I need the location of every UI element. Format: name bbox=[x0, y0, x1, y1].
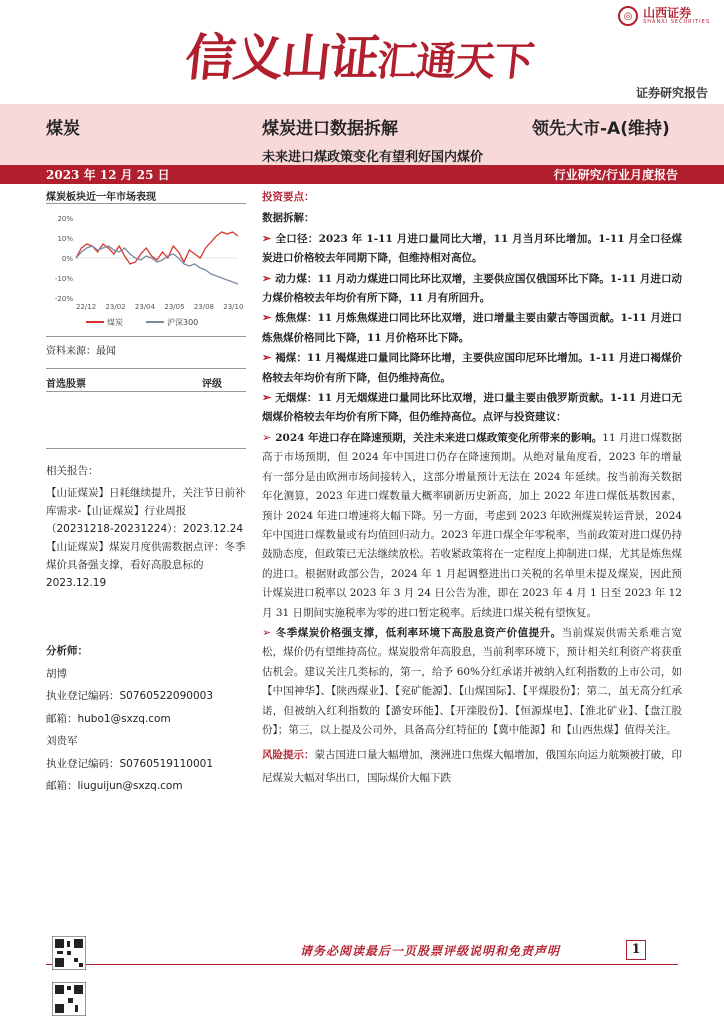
industry-label: 煤炭 bbox=[46, 119, 80, 139]
divider bbox=[46, 391, 246, 392]
arrow-icon: ➢ bbox=[262, 430, 272, 444]
arrow-icon: ➢ bbox=[262, 625, 272, 639]
point-outlook bbox=[262, 428, 682, 623]
series-line-hs300 bbox=[76, 246, 238, 284]
report-type: 行业研究/行业月度报告 bbox=[553, 168, 678, 182]
point-head: 炼焦煤： bbox=[275, 312, 318, 325]
arrow-icon: ➢ bbox=[262, 231, 272, 245]
y-tick-label: -20% bbox=[54, 295, 73, 303]
legend-coal-label: 煤炭 bbox=[107, 318, 123, 327]
market-performance-chart bbox=[46, 212, 246, 336]
chart-caption: 煤炭板块近一年市场表现 bbox=[46, 192, 156, 203]
slogan-main: 信义山证 bbox=[182, 28, 381, 87]
point-head: 2024 年进口存在降速预期，关注未来进口煤政策变化所带来的影响。 bbox=[275, 431, 603, 444]
divider bbox=[46, 368, 246, 369]
data-title: 数据拆解： bbox=[262, 212, 315, 225]
stock-table-header bbox=[46, 375, 246, 390]
y-tick-label: 10% bbox=[57, 235, 73, 243]
main-content bbox=[262, 188, 682, 790]
x-tick-label: 23/05 bbox=[164, 303, 185, 311]
point-thermal bbox=[262, 269, 682, 309]
related-reports bbox=[46, 462, 246, 592]
analyst-1-name: 胡博 bbox=[46, 667, 67, 680]
company-logo bbox=[618, 6, 710, 26]
highlights-title: 投资要点： bbox=[262, 191, 315, 203]
x-tick-label: 23/02 bbox=[105, 303, 126, 311]
report-title: 煤炭进口数据拆解 bbox=[262, 119, 398, 139]
data-source: 资料来源：最闻 bbox=[46, 346, 116, 357]
x-axis bbox=[76, 303, 243, 311]
footer-line bbox=[46, 964, 678, 965]
logo-cn: 山西证券 bbox=[643, 6, 692, 20]
logo-mark-icon: ◎ bbox=[618, 6, 638, 26]
chart-legend bbox=[86, 317, 198, 327]
logo-en: SHANXI SECURITIES bbox=[643, 19, 710, 25]
arrow-icon: ➢ bbox=[262, 391, 272, 405]
report-subtitle: 未来进口煤政策变化有望利好国内煤价 bbox=[262, 150, 484, 165]
arrow-icon: ➢ bbox=[262, 351, 272, 365]
slogan bbox=[182, 18, 538, 90]
stock-header-name: 首选股票 bbox=[46, 379, 86, 390]
qr-code-icon bbox=[52, 936, 86, 970]
arrow-icon: ➢ bbox=[262, 311, 272, 325]
stock-header-rating: 评级 bbox=[202, 379, 222, 390]
point-total bbox=[262, 229, 682, 269]
divider bbox=[46, 203, 246, 204]
analyst-1-email[interactable]: 邮箱：hubo1@sxzq.com bbox=[46, 712, 171, 725]
disclaimer: 请务必阅读最后一页股票评级说明和免责声明 bbox=[300, 944, 561, 958]
point-anthracite bbox=[262, 388, 682, 428]
risk-warning bbox=[262, 744, 682, 790]
analyst-2-email[interactable]: 邮箱：liuguijun@sxzq.com bbox=[46, 780, 183, 792]
point-head: 全口径： bbox=[275, 232, 319, 245]
y-tick-label: -10% bbox=[54, 275, 73, 283]
divider bbox=[46, 336, 246, 337]
qr-code-icon bbox=[52, 982, 86, 1016]
analysts bbox=[46, 640, 246, 798]
series-line-coal bbox=[76, 232, 238, 264]
divider bbox=[46, 448, 246, 449]
analyst-1-cert: 执业登记编码：S0760522090003 bbox=[46, 690, 214, 702]
point-text: 11 月无烟煤进口量同比环比双增，进口量主要由俄罗斯贡献。1-11 月进口无烟煤价格较去年均价有所下降，但仍维持高位。 bbox=[262, 392, 683, 424]
point-lignite bbox=[262, 348, 682, 388]
related-report-2[interactable]: 【山证煤炭】煤炭月度供需数据点评：冬季煤价具备强支撑，看好高股息标的 2023.12.19 bbox=[46, 541, 246, 589]
related-report-1[interactable]: 【山证煤炭】日耗继续提升，关注节日前补库需求-【山证煤炭】行业周报（20231218-20231224）：2023.12.24 bbox=[46, 487, 246, 535]
point-head: 动力煤： bbox=[275, 272, 318, 285]
point-text: 11 月动力煤进口同比环比双增，主要供应国仅俄国环比下降。1-11 月进口动力煤价格较去年均价有所下降，11 月有所回升。 bbox=[262, 272, 683, 305]
page-number: 1 bbox=[626, 940, 646, 960]
analyst-2-cert: 执业登记编码：S0760519110001 bbox=[46, 757, 214, 770]
review-title: 点评与投资建议： bbox=[482, 411, 567, 424]
x-tick-label: 23/10 bbox=[223, 303, 244, 311]
analyst-title: 分析师： bbox=[46, 645, 88, 657]
y-tick-label: 20% bbox=[57, 215, 73, 223]
point-price-support bbox=[262, 623, 682, 740]
date-bar bbox=[0, 165, 724, 184]
risk-text: 蒙古国进口量大幅增加，澳洲进口焦煤大幅增加，俄国东向运力航频被打破，印尼煤炭大幅对华出口，国际煤价大幅下跌 bbox=[262, 749, 682, 785]
arrow-icon: ➢ bbox=[262, 271, 272, 285]
slogan-sub: 汇通天下 bbox=[374, 38, 536, 85]
industry-rating: 领先大市-A(维持) bbox=[532, 119, 670, 139]
point-head: 无烟煤： bbox=[275, 392, 318, 405]
risk-head: 风险提示： bbox=[262, 749, 315, 762]
y-tick-label: 0% bbox=[61, 255, 73, 263]
point-coking bbox=[262, 308, 682, 348]
point-text: 11 月进口煤数据高于市场预期，但 2024 年中国进口仍存在降速预期。从绝对量角度看，2023 年的增量有一部分是由欧洲市场间接转入，这部分增量预计无法在 2024 年延续。按当前海关数据年化测算，2023 年进口煤数量大概率刷新历史新高，加上 2022 年进口煤低基数因素，预计 2024 年进口增速将大幅下降。另一方面，考虑到 2023 年欧洲煤炭转运背景，2024 年中国进口煤数量或有均值回归动力。2023 年进口煤全年零税率，当前政策对进口煤仍持鼓励态度，但政策已无法继续放松。若收紧政策将在一定程度上抑制进口煤，尤其是炼焦煤的进口。根据财政部公告，2024 年 1 月起调整进出口关税的名单里未提及煤炭，因此预计煤炭进口税率以 2023 年 3 月 24 日公告为准，即在 2023 年 4 月 1 日至 2023 年 12 月 31 日期间实施税率为零的进口暂定税率。后续进口煤关税有望恢复。 bbox=[262, 431, 682, 619]
point-text: 11 月褐煤进口量同比降环比增，主要供应国印尼环比增加。1-11 月进口褐煤价格较去年均价有所下降，但仍维持高位。 bbox=[262, 352, 683, 384]
legend-hs300-label: 沪深300 bbox=[167, 318, 199, 327]
point-text: 11 月炼焦煤进口同比环比双增，进口增量主要由蒙古等国贡献。1-11 月进口炼焦煤价格同比下降，11 月价格环比下降。 bbox=[262, 312, 683, 344]
research-type: 证券研究报告 bbox=[635, 86, 708, 100]
analyst-2-name: 刘贵军 bbox=[46, 735, 78, 747]
x-tick-label: 23/04 bbox=[134, 303, 156, 311]
point-text: 当前煤炭供需关系难言宽松，煤价仍有望维持高位。煤炭股常年高股息，当前利率环境下，预计相关红利资产将获重估机会。建议关注几类标的，第一，给予 60%分红承诺并被纳入红利指数的上市公司，如【中国神华】、【陕西煤业】、【兖矿能源】、【山煤国际】、【平煤股份】；第二，虽无高分红承诺，但被纳入红利指数的【潞安环能】、【开滦股份】、【恒源煤电】、【淮北矿业】、【盘江股份】；第三，以上提及公司外，具备高分红特征的【冀中能源】和【山西焦煤】值得关注。 bbox=[262, 626, 683, 736]
point-head: 褐煤： bbox=[275, 352, 307, 365]
report-date: 2023 年 12 月 25 日 bbox=[46, 168, 170, 182]
point-head: 冬季煤炭价格强支撑，低利率环境下高股息资产价值提升。 bbox=[275, 626, 562, 639]
point-text: 2023 年 1-11 月进口量同比大增，11 月当月环比增加。1-11 月全口径煤炭进口价格较去年同期下降，但维持相对高位。 bbox=[262, 232, 683, 265]
related-title: 相关报告： bbox=[46, 465, 99, 477]
y-axis bbox=[55, 215, 73, 303]
x-tick-label: 22/12 bbox=[76, 303, 97, 311]
x-tick-label: 23/08 bbox=[193, 303, 215, 311]
